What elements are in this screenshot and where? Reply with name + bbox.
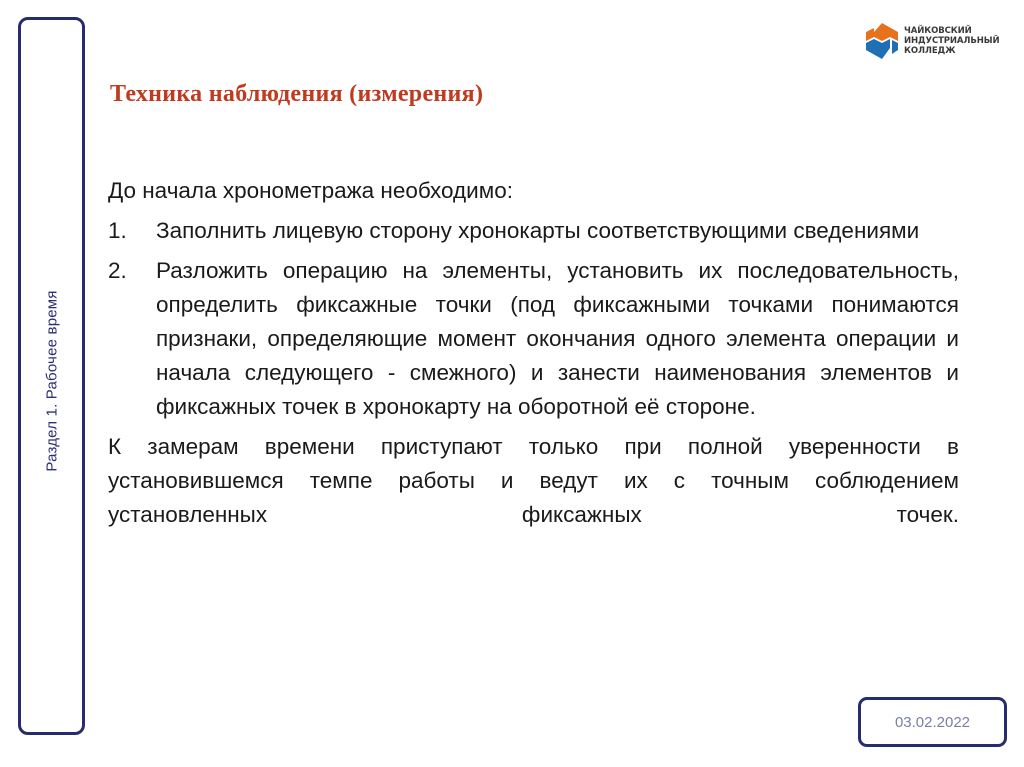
list-item — [108, 254, 959, 424]
list-item-number: 1. — [108, 218, 127, 243]
slide-body — [108, 174, 959, 532]
college-logo-icon — [862, 21, 902, 61]
closing-paragraph: К замерам времени приступают только при полной уверенности в установившемся темпе работы и ведут их с точным соблюдением установленных фиксажных точек. — [108, 434, 959, 527]
date-badge — [858, 697, 1007, 747]
college-logo-text — [904, 26, 999, 56]
logo-line-3: КОЛЛЕДЖ — [904, 46, 956, 56]
logo-line-2: ИНДУСТРИАЛЬНЫЙ — [904, 36, 1000, 46]
logo-line-1: ЧАЙКОВСКИЙ — [904, 26, 972, 36]
college-logo — [862, 21, 1012, 65]
date-text: 03.02.2022 — [894, 713, 971, 731]
intro-text: До начала хронометража необходимо: — [108, 178, 513, 203]
slide-title: Техника наблюдения (измерения) — [110, 81, 484, 107]
list-item — [108, 214, 959, 248]
list-item-text: Разложить операцию на элементы, установить их последовательность, определить фиксажные точки (под фиксажными точками понимаются признаки, определяющие момент окончания одного элемента операции и начала следующего - смежного) и занести наименования элементов и фиксажных точек в хронокарту на оборотной её стороне. — [156, 258, 959, 419]
section-label: Раздел 1. Рабочее время — [43, 290, 61, 472]
list-item-number: 2. — [108, 258, 127, 283]
list-item-text: Заполнить лицевую сторону хронокарты соответствующими сведениями — [156, 218, 920, 243]
